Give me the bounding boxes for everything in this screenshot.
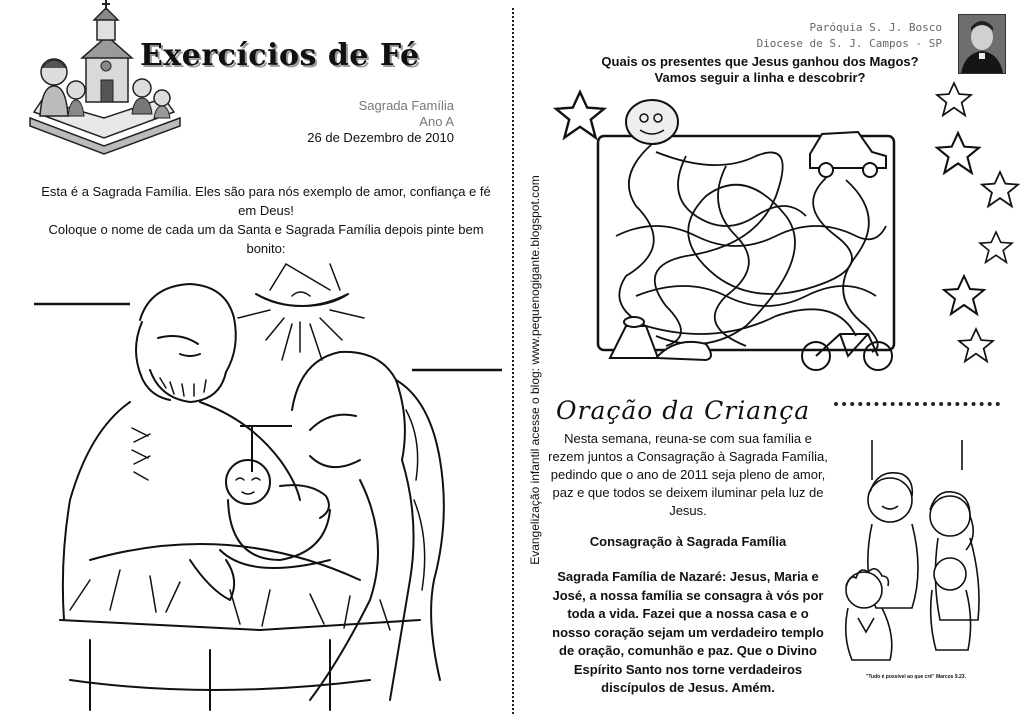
consagracao-title: Consagração à Sagrada Família — [589, 534, 787, 549]
star-icon — [944, 276, 984, 314]
question-line-1: Quais os presentes que Jesus ganhou dos Magos? — [601, 54, 919, 69]
subtitle: Sagrada Família — [358, 98, 454, 113]
star-icon — [980, 232, 1012, 262]
intro-line-1: Esta é a Sagrada Família. Eles são para nós exemplo de amor, confiança e fé em Deus! — [41, 184, 491, 218]
year-label: Ano A — [419, 114, 454, 129]
children-caption: "Tudo é possível ao que crê" Marcos 9.23. — [866, 674, 966, 680]
title-dotted-rule — [834, 402, 1000, 406]
blog-text: Evangelização infantil acesse o blog: www.pequenogigante.blogspot.com — [528, 175, 542, 565]
holy-family-nativity-illustration — [30, 260, 510, 715]
star-icon — [937, 133, 979, 173]
prayer-text: Nesta semana, reuna-se com sua família e rezem juntos a Consagração à Sagrada Família, pedindo que o ano de 2011 seja pleno de amor, paz e que todos se deixem iluminar pela luz de Jesus. — [548, 431, 828, 518]
church-illustration-icon — [24, 6, 184, 156]
intro-line-2: Coloque o nome de cada um da Santa e Sagrada Família depois pinte bem bonito: — [48, 222, 484, 256]
priest-portrait — [958, 14, 1006, 74]
diocese-name: Diocese de S. J. Campos - SP — [756, 37, 942, 50]
meta-block — [307, 98, 454, 146]
date-label: 26 de Dezembro de 2010 — [307, 130, 454, 145]
parish-header — [757, 20, 942, 52]
star-icon — [937, 83, 971, 115]
praying-children-illustration — [832, 440, 1002, 680]
parish-name: Paróquia S. J. Bosco — [809, 21, 942, 34]
page-divider — [512, 8, 514, 714]
intro-text — [40, 182, 492, 258]
blog-vertical-text — [528, 150, 542, 590]
question-line-2: Vamos seguir a linha e descobrir? — [654, 70, 866, 85]
star-icon — [982, 172, 1018, 206]
page-title: Exercícios de Fé — [140, 38, 420, 73]
consagracao-text: Sagrada Família de Nazaré: Jesus, Maria e José, a nossa família se consagra à vós por toda a vida. Fazei que a nossa casa e o nosso coração sejam um verdadeiro templo de oração, comunhão e paz. Que o Divino Espírito Santo nos torne verdadeiros discípulos de Jesus. Amém. — [552, 569, 824, 695]
oracao-title: Oração da Criança — [556, 396, 811, 425]
gift-maze-illustration — [596, 96, 896, 376]
star-icon — [959, 329, 993, 361]
